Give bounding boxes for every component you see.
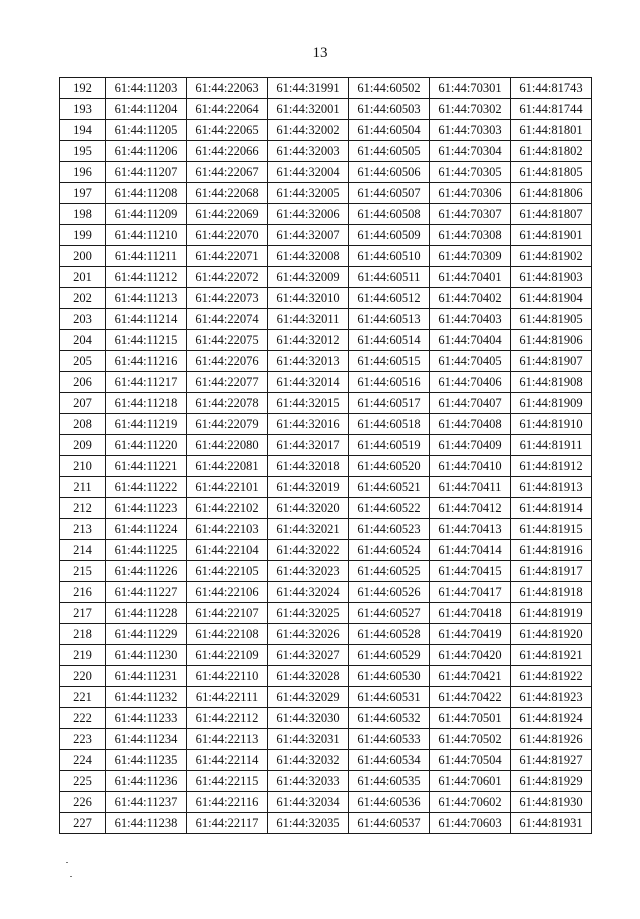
cadastral-number-cell: 61:44:60529 bbox=[349, 645, 430, 666]
cadastral-number-cell: 61:44:60522 bbox=[349, 498, 430, 519]
cadastral-number-cell: 61:44:22114 bbox=[187, 750, 268, 771]
cadastral-number-cell: 61:44:11218 bbox=[106, 393, 187, 414]
row-number-cell: 210 bbox=[60, 456, 106, 477]
cadastral-number-cell: 61:44:81930 bbox=[511, 792, 592, 813]
cadastral-number-cell: 61:44:60513 bbox=[349, 309, 430, 330]
cadastral-number-cell: 61:44:81905 bbox=[511, 309, 592, 330]
row-number-cell: 213 bbox=[60, 519, 106, 540]
cadastral-number-cell: 61:44:11221 bbox=[106, 456, 187, 477]
cadastral-number-cell: 61:44:81802 bbox=[511, 141, 592, 162]
cadastral-number-cell: 61:44:60524 bbox=[349, 540, 430, 561]
cadastral-number-cell: 61:44:81906 bbox=[511, 330, 592, 351]
table-body bbox=[60, 78, 592, 834]
cadastral-number-cell: 61:44:70305 bbox=[430, 162, 511, 183]
cadastral-number-cell: 61:44:22073 bbox=[187, 288, 268, 309]
cadastral-number-cell: 61:44:11228 bbox=[106, 603, 187, 624]
row-number-cell: 219 bbox=[60, 645, 106, 666]
cadastral-number-cell: 61:44:81926 bbox=[511, 729, 592, 750]
cadastral-number-cell: 61:44:32011 bbox=[268, 309, 349, 330]
cadastral-number-cell: 61:44:81918 bbox=[511, 582, 592, 603]
cadastral-number-cell: 61:44:81919 bbox=[511, 603, 592, 624]
cadastral-number-cell: 61:44:81903 bbox=[511, 267, 592, 288]
cadastral-number-cell: 61:44:60512 bbox=[349, 288, 430, 309]
table-row bbox=[60, 750, 592, 771]
row-number-cell: 220 bbox=[60, 666, 106, 687]
cadastral-number-cell: 61:44:31991 bbox=[268, 78, 349, 99]
row-number-cell: 201 bbox=[60, 267, 106, 288]
cadastral-number-cell: 61:44:60533 bbox=[349, 729, 430, 750]
table-row bbox=[60, 771, 592, 792]
cadastral-number-cell: 61:44:22065 bbox=[187, 120, 268, 141]
cadastral-number-cell: 61:44:32016 bbox=[268, 414, 349, 435]
table-row bbox=[60, 498, 592, 519]
cadastral-number-cell: 61:44:22063 bbox=[187, 78, 268, 99]
row-number-cell: 202 bbox=[60, 288, 106, 309]
cadastral-number-cell: 61:44:70309 bbox=[430, 246, 511, 267]
cadastral-number-cell: 61:44:22068 bbox=[187, 183, 268, 204]
cadastral-number-cell: 61:44:32021 bbox=[268, 519, 349, 540]
cadastral-number-cell: 61:44:11238 bbox=[106, 813, 187, 834]
cadastral-number-cell: 61:44:32004 bbox=[268, 162, 349, 183]
cadastral-number-cell: 61:44:22106 bbox=[187, 582, 268, 603]
table-row bbox=[60, 477, 592, 498]
cadastral-number-cell: 61:44:11231 bbox=[106, 666, 187, 687]
table-row bbox=[60, 78, 592, 99]
cadastral-number-cell: 61:44:60504 bbox=[349, 120, 430, 141]
row-number-cell: 197 bbox=[60, 183, 106, 204]
cadastral-number-cell: 61:44:22107 bbox=[187, 603, 268, 624]
cadastral-number-cell: 61:44:11232 bbox=[106, 687, 187, 708]
cadastral-number-cell: 61:44:11204 bbox=[106, 99, 187, 120]
table-row bbox=[60, 288, 592, 309]
cadastral-number-cell: 61:44:60519 bbox=[349, 435, 430, 456]
cadastral-number-cell: 61:44:32035 bbox=[268, 813, 349, 834]
cadastral-number-cell: 61:44:60536 bbox=[349, 792, 430, 813]
cadastral-number-cell: 61:44:60526 bbox=[349, 582, 430, 603]
cadastral-number-cell: 61:44:32003 bbox=[268, 141, 349, 162]
row-number-cell: 209 bbox=[60, 435, 106, 456]
row-number-cell: 211 bbox=[60, 477, 106, 498]
cadastral-number-cell: 61:44:22064 bbox=[187, 99, 268, 120]
cadastral-number-cell: 61:44:70421 bbox=[430, 666, 511, 687]
cadastral-number-cell: 61:44:70603 bbox=[430, 813, 511, 834]
row-number-cell: 214 bbox=[60, 540, 106, 561]
cadastral-number-cell: 61:44:60521 bbox=[349, 477, 430, 498]
cadastral-number-cell: 61:44:32033 bbox=[268, 771, 349, 792]
cadastral-number-cell: 61:44:60510 bbox=[349, 246, 430, 267]
cadastral-number-cell: 61:44:60528 bbox=[349, 624, 430, 645]
table-row bbox=[60, 708, 592, 729]
cadastral-number-cell: 61:44:11226 bbox=[106, 561, 187, 582]
cadastral-number-cell: 61:44:11233 bbox=[106, 708, 187, 729]
cadastral-number-cell: 61:44:60527 bbox=[349, 603, 430, 624]
table-row bbox=[60, 435, 592, 456]
row-number-cell: 206 bbox=[60, 372, 106, 393]
cadastral-number-cell: 61:44:11214 bbox=[106, 309, 187, 330]
cadastral-number-cell: 61:44:11207 bbox=[106, 162, 187, 183]
table-row bbox=[60, 246, 592, 267]
cadastral-number-cell: 61:44:81805 bbox=[511, 162, 592, 183]
cadastral-number-cell: 61:44:22109 bbox=[187, 645, 268, 666]
cadastral-number-cell: 61:44:60525 bbox=[349, 561, 430, 582]
cadastral-number-cell: 61:44:32007 bbox=[268, 225, 349, 246]
cadastral-number-cell: 61:44:81923 bbox=[511, 687, 592, 708]
table-row bbox=[60, 666, 592, 687]
table-row bbox=[60, 225, 592, 246]
cadastral-number-cell: 61:44:60509 bbox=[349, 225, 430, 246]
cadastral-number-cell: 61:44:70405 bbox=[430, 351, 511, 372]
table-row bbox=[60, 99, 592, 120]
cadastral-number-cell: 61:44:81743 bbox=[511, 78, 592, 99]
page-number: 13 bbox=[312, 45, 328, 61]
cadastral-number-cell: 61:44:32015 bbox=[268, 393, 349, 414]
cadastral-number-cell: 61:44:60532 bbox=[349, 708, 430, 729]
cadastral-number-cell: 61:44:60516 bbox=[349, 372, 430, 393]
row-number-cell: 192 bbox=[60, 78, 106, 99]
cadastral-number-cell: 61:44:11230 bbox=[106, 645, 187, 666]
cadastral-number-cell: 61:44:11236 bbox=[106, 771, 187, 792]
row-number-cell: 204 bbox=[60, 330, 106, 351]
cadastral-number-cell: 61:44:60535 bbox=[349, 771, 430, 792]
table-row bbox=[60, 141, 592, 162]
cadastral-number-cell: 61:44:11234 bbox=[106, 729, 187, 750]
cadastral-number-cell: 61:44:22066 bbox=[187, 141, 268, 162]
cadastral-number-cell: 61:44:81744 bbox=[511, 99, 592, 120]
cadastral-number-cell: 61:44:22077 bbox=[187, 372, 268, 393]
cadastral-number-cell: 61:44:60508 bbox=[349, 204, 430, 225]
cadastral-number-cell: 61:44:81902 bbox=[511, 246, 592, 267]
table-row bbox=[60, 582, 592, 603]
cadastral-number-cell: 61:44:11211 bbox=[106, 246, 187, 267]
cadastral-number-cell: 61:44:11222 bbox=[106, 477, 187, 498]
cadastral-number-cell: 61:44:22067 bbox=[187, 162, 268, 183]
row-number-cell: 225 bbox=[60, 771, 106, 792]
table-row bbox=[60, 267, 592, 288]
cadastral-number-cell: 61:44:70402 bbox=[430, 288, 511, 309]
cadastral-number-cell: 61:44:32018 bbox=[268, 456, 349, 477]
cadastral-number-cell: 61:44:22078 bbox=[187, 393, 268, 414]
cadastral-number-cell: 61:44:22072 bbox=[187, 267, 268, 288]
cadastral-number-cell: 61:44:70404 bbox=[430, 330, 511, 351]
cadastral-number-cell: 61:44:22116 bbox=[187, 792, 268, 813]
table-row bbox=[60, 603, 592, 624]
cadastral-number-cell: 61:44:22076 bbox=[187, 351, 268, 372]
cadastral-number-cell: 61:44:11210 bbox=[106, 225, 187, 246]
cadastral-number-cell: 61:44:70413 bbox=[430, 519, 511, 540]
row-number-cell: 203 bbox=[60, 309, 106, 330]
cadastral-number-cell: 61:44:11219 bbox=[106, 414, 187, 435]
cadastral-number-cell: 61:44:81931 bbox=[511, 813, 592, 834]
cadastral-number-cell: 61:44:60515 bbox=[349, 351, 430, 372]
cadastral-number-cell: 61:44:32001 bbox=[268, 99, 349, 120]
table-row bbox=[60, 372, 592, 393]
cadastral-number-cell: 61:44:70301 bbox=[430, 78, 511, 99]
scan-speck bbox=[70, 876, 72, 877]
row-number-cell: 199 bbox=[60, 225, 106, 246]
cadastral-number-cell: 61:44:70501 bbox=[430, 708, 511, 729]
cadastral-number-cell: 61:44:81901 bbox=[511, 225, 592, 246]
cadastral-number-cell: 61:44:11208 bbox=[106, 183, 187, 204]
table-row bbox=[60, 309, 592, 330]
cadastral-number-cell: 61:44:11205 bbox=[106, 120, 187, 141]
cadastral-number-cell: 61:44:60517 bbox=[349, 393, 430, 414]
cadastral-number-cell: 61:44:60534 bbox=[349, 750, 430, 771]
cadastral-number-cell: 61:44:11206 bbox=[106, 141, 187, 162]
cadastral-number-cell: 61:44:11225 bbox=[106, 540, 187, 561]
cadastral-number-cell: 61:44:81807 bbox=[511, 204, 592, 225]
cadastral-number-cell: 61:44:70403 bbox=[430, 309, 511, 330]
table-row bbox=[60, 414, 592, 435]
cadastral-number-cell: 61:44:81908 bbox=[511, 372, 592, 393]
row-number-cell: 198 bbox=[60, 204, 106, 225]
cadastral-number-cell: 61:44:11212 bbox=[106, 267, 187, 288]
cadastral-number-cell: 61:44:81922 bbox=[511, 666, 592, 687]
cadastral-number-cell: 61:44:70303 bbox=[430, 120, 511, 141]
table-row bbox=[60, 792, 592, 813]
cadastral-number-cell: 61:44:70419 bbox=[430, 624, 511, 645]
row-number-cell: 224 bbox=[60, 750, 106, 771]
cadastral-number-cell: 61:44:70502 bbox=[430, 729, 511, 750]
cadastral-number-cell: 61:44:22080 bbox=[187, 435, 268, 456]
cadastral-number-cell: 61:44:22111 bbox=[187, 687, 268, 708]
table-row bbox=[60, 687, 592, 708]
cadastral-number-cell: 61:44:60505 bbox=[349, 141, 430, 162]
cadastral-number-cell: 61:44:32029 bbox=[268, 687, 349, 708]
cadastral-number-cell: 61:44:81915 bbox=[511, 519, 592, 540]
cadastral-number-cell: 61:44:32026 bbox=[268, 624, 349, 645]
cadastral-number-cell: 61:44:11220 bbox=[106, 435, 187, 456]
cadastral-number-cell: 61:44:22110 bbox=[187, 666, 268, 687]
cadastral-number-cell: 61:44:22079 bbox=[187, 414, 268, 435]
cadastral-number-cell: 61:44:22081 bbox=[187, 456, 268, 477]
cadastral-number-cell: 61:44:32013 bbox=[268, 351, 349, 372]
row-number-cell: 212 bbox=[60, 498, 106, 519]
table-row bbox=[60, 540, 592, 561]
cadastral-number-cell: 61:44:32031 bbox=[268, 729, 349, 750]
table-row bbox=[60, 645, 592, 666]
row-number-cell: 207 bbox=[60, 393, 106, 414]
cadastral-number-cell: 61:44:81921 bbox=[511, 645, 592, 666]
cadastral-number-cell: 61:44:32030 bbox=[268, 708, 349, 729]
cadastral-number-cell: 61:44:81911 bbox=[511, 435, 592, 456]
row-number-cell: 226 bbox=[60, 792, 106, 813]
cadastral-number-cell: 61:44:70407 bbox=[430, 393, 511, 414]
cadastral-number-cell: 61:44:70306 bbox=[430, 183, 511, 204]
cadastral-number-cell: 61:44:22108 bbox=[187, 624, 268, 645]
cadastral-number-cell: 61:44:81907 bbox=[511, 351, 592, 372]
cadastral-number-cell: 61:44:22071 bbox=[187, 246, 268, 267]
cadastral-number-cell: 61:44:60502 bbox=[349, 78, 430, 99]
cadastral-number-cell: 61:44:22101 bbox=[187, 477, 268, 498]
cadastral-number-cell: 61:44:81909 bbox=[511, 393, 592, 414]
cadastral-number-cell: 61:44:32010 bbox=[268, 288, 349, 309]
row-number-cell: 196 bbox=[60, 162, 106, 183]
cadastral-number-cell: 61:44:32028 bbox=[268, 666, 349, 687]
row-number-cell: 216 bbox=[60, 582, 106, 603]
cadastral-number-cell: 61:44:60523 bbox=[349, 519, 430, 540]
cadastral-number-cell: 61:44:32017 bbox=[268, 435, 349, 456]
cadastral-number-cell: 61:44:70410 bbox=[430, 456, 511, 477]
cadastral-number-cell: 61:44:70406 bbox=[430, 372, 511, 393]
cadastral-number-cell: 61:44:11216 bbox=[106, 351, 187, 372]
cadastral-number-cell: 61:44:81912 bbox=[511, 456, 592, 477]
row-number-cell: 215 bbox=[60, 561, 106, 582]
cadastral-number-cell: 61:44:22112 bbox=[187, 708, 268, 729]
cadastral-number-cell: 61:44:11224 bbox=[106, 519, 187, 540]
table-row bbox=[60, 120, 592, 141]
table-row bbox=[60, 162, 592, 183]
cadastral-number-cell: 61:44:60520 bbox=[349, 456, 430, 477]
cadastral-number-cell: 61:44:22105 bbox=[187, 561, 268, 582]
table-row bbox=[60, 330, 592, 351]
cadastral-number-cell: 61:44:22113 bbox=[187, 729, 268, 750]
cadastral-number-cell: 61:44:70601 bbox=[430, 771, 511, 792]
cadastral-number-cell: 61:44:22069 bbox=[187, 204, 268, 225]
cadastral-number-cell: 61:44:22104 bbox=[187, 540, 268, 561]
cadastral-number-cell: 61:44:32020 bbox=[268, 498, 349, 519]
cadastral-number-cell: 61:44:60537 bbox=[349, 813, 430, 834]
cadastral-number-cell: 61:44:60507 bbox=[349, 183, 430, 204]
cadastral-number-cell: 61:44:22075 bbox=[187, 330, 268, 351]
cadastral-number-cell: 61:44:32002 bbox=[268, 120, 349, 141]
cadastral-number-cell: 61:44:81916 bbox=[511, 540, 592, 561]
cadastral-number-table bbox=[59, 77, 592, 834]
row-number-cell: 208 bbox=[60, 414, 106, 435]
cadastral-number-cell: 61:44:70408 bbox=[430, 414, 511, 435]
cadastral-number-cell: 61:44:70307 bbox=[430, 204, 511, 225]
row-number-cell: 221 bbox=[60, 687, 106, 708]
cadastral-number-cell: 61:44:60518 bbox=[349, 414, 430, 435]
cadastral-number-cell: 61:44:70420 bbox=[430, 645, 511, 666]
cadastral-number-cell: 61:44:60514 bbox=[349, 330, 430, 351]
cadastral-number-cell: 61:44:32024 bbox=[268, 582, 349, 603]
cadastral-number-cell: 61:44:11237 bbox=[106, 792, 187, 813]
cadastral-number-cell: 61:44:70422 bbox=[430, 687, 511, 708]
cadastral-number-cell: 61:44:32027 bbox=[268, 645, 349, 666]
row-number-cell: 205 bbox=[60, 351, 106, 372]
row-number-cell: 195 bbox=[60, 141, 106, 162]
cadastral-number-cell: 61:44:70414 bbox=[430, 540, 511, 561]
cadastral-number-cell: 61:44:70418 bbox=[430, 603, 511, 624]
cadastral-number-cell: 61:44:32022 bbox=[268, 540, 349, 561]
row-number-cell: 193 bbox=[60, 99, 106, 120]
cadastral-number-cell: 61:44:11213 bbox=[106, 288, 187, 309]
cadastral-number-cell: 61:44:81801 bbox=[511, 120, 592, 141]
cadastral-number-cell: 61:44:60503 bbox=[349, 99, 430, 120]
cadastral-number-cell: 61:44:70302 bbox=[430, 99, 511, 120]
row-number-cell: 227 bbox=[60, 813, 106, 834]
cadastral-number-cell: 61:44:81929 bbox=[511, 771, 592, 792]
row-number-cell: 194 bbox=[60, 120, 106, 141]
cadastral-number-cell: 61:44:32005 bbox=[268, 183, 349, 204]
cadastral-number-cell: 61:44:32034 bbox=[268, 792, 349, 813]
row-number-cell: 200 bbox=[60, 246, 106, 267]
cadastral-number-cell: 61:44:32023 bbox=[268, 561, 349, 582]
table-row bbox=[60, 183, 592, 204]
table-row bbox=[60, 729, 592, 750]
row-number-cell: 218 bbox=[60, 624, 106, 645]
cadastral-number-cell: 61:44:11227 bbox=[106, 582, 187, 603]
cadastral-number-cell: 61:44:70304 bbox=[430, 141, 511, 162]
cadastral-number-cell: 61:44:22115 bbox=[187, 771, 268, 792]
cadastral-number-cell: 61:44:60506 bbox=[349, 162, 430, 183]
cadastral-number-cell: 61:44:22074 bbox=[187, 309, 268, 330]
table-row bbox=[60, 393, 592, 414]
cadastral-number-cell: 61:44:11203 bbox=[106, 78, 187, 99]
cadastral-number-cell: 61:44:81920 bbox=[511, 624, 592, 645]
cadastral-number-cell: 61:44:11209 bbox=[106, 204, 187, 225]
cadastral-number-cell: 61:44:11223 bbox=[106, 498, 187, 519]
table-row bbox=[60, 624, 592, 645]
table-row bbox=[60, 813, 592, 834]
cadastral-number-cell: 61:44:32012 bbox=[268, 330, 349, 351]
cadastral-number-cell: 61:44:32008 bbox=[268, 246, 349, 267]
table-row bbox=[60, 519, 592, 540]
cadastral-number-cell: 61:44:60530 bbox=[349, 666, 430, 687]
cadastral-number-cell: 61:44:70401 bbox=[430, 267, 511, 288]
cadastral-number-cell: 61:44:11215 bbox=[106, 330, 187, 351]
table-row bbox=[60, 456, 592, 477]
cadastral-number-cell: 61:44:70602 bbox=[430, 792, 511, 813]
cadastral-number-cell: 61:44:81924 bbox=[511, 708, 592, 729]
row-number-cell: 223 bbox=[60, 729, 106, 750]
cadastral-number-cell: 61:44:81914 bbox=[511, 498, 592, 519]
cadastral-number-cell: 61:44:81917 bbox=[511, 561, 592, 582]
cadastral-number-cell: 61:44:60531 bbox=[349, 687, 430, 708]
cadastral-number-cell: 61:44:32014 bbox=[268, 372, 349, 393]
cadastral-number-cell: 61:44:70412 bbox=[430, 498, 511, 519]
cadastral-number-cell: 61:44:32019 bbox=[268, 477, 349, 498]
table-row bbox=[60, 561, 592, 582]
row-number-cell: 222 bbox=[60, 708, 106, 729]
row-number-cell: 217 bbox=[60, 603, 106, 624]
cadastral-number-cell: 61:44:70504 bbox=[430, 750, 511, 771]
cadastral-number-cell: 61:44:11235 bbox=[106, 750, 187, 771]
table-row bbox=[60, 204, 592, 225]
table-row bbox=[60, 351, 592, 372]
cadastral-number-cell: 61:44:32025 bbox=[268, 603, 349, 624]
scan-speck bbox=[66, 862, 68, 863]
cadastral-number-cell: 61:44:11229 bbox=[106, 624, 187, 645]
cadastral-number-cell: 61:44:32009 bbox=[268, 267, 349, 288]
cadastral-number-cell: 61:44:22117 bbox=[187, 813, 268, 834]
cadastral-number-cell: 61:44:70415 bbox=[430, 561, 511, 582]
cadastral-number-cell: 61:44:22102 bbox=[187, 498, 268, 519]
cadastral-number-cell: 61:44:70308 bbox=[430, 225, 511, 246]
cadastral-number-cell: 61:44:11217 bbox=[106, 372, 187, 393]
cadastral-number-cell: 61:44:81904 bbox=[511, 288, 592, 309]
cadastral-number-cell: 61:44:60511 bbox=[349, 267, 430, 288]
cadastral-number-cell: 61:44:32032 bbox=[268, 750, 349, 771]
cadastral-number-cell: 61:44:22103 bbox=[187, 519, 268, 540]
cadastral-number-cell: 61:44:70409 bbox=[430, 435, 511, 456]
cadastral-number-cell: 61:44:70417 bbox=[430, 582, 511, 603]
cadastral-number-cell: 61:44:81913 bbox=[511, 477, 592, 498]
cadastral-number-cell: 61:44:81927 bbox=[511, 750, 592, 771]
cadastral-number-cell: 61:44:81806 bbox=[511, 183, 592, 204]
cadastral-number-cell: 61:44:32006 bbox=[268, 204, 349, 225]
cadastral-number-cell: 61:44:81910 bbox=[511, 414, 592, 435]
cadastral-number-cell: 61:44:22070 bbox=[187, 225, 268, 246]
cadastral-number-cell: 61:44:70411 bbox=[430, 477, 511, 498]
